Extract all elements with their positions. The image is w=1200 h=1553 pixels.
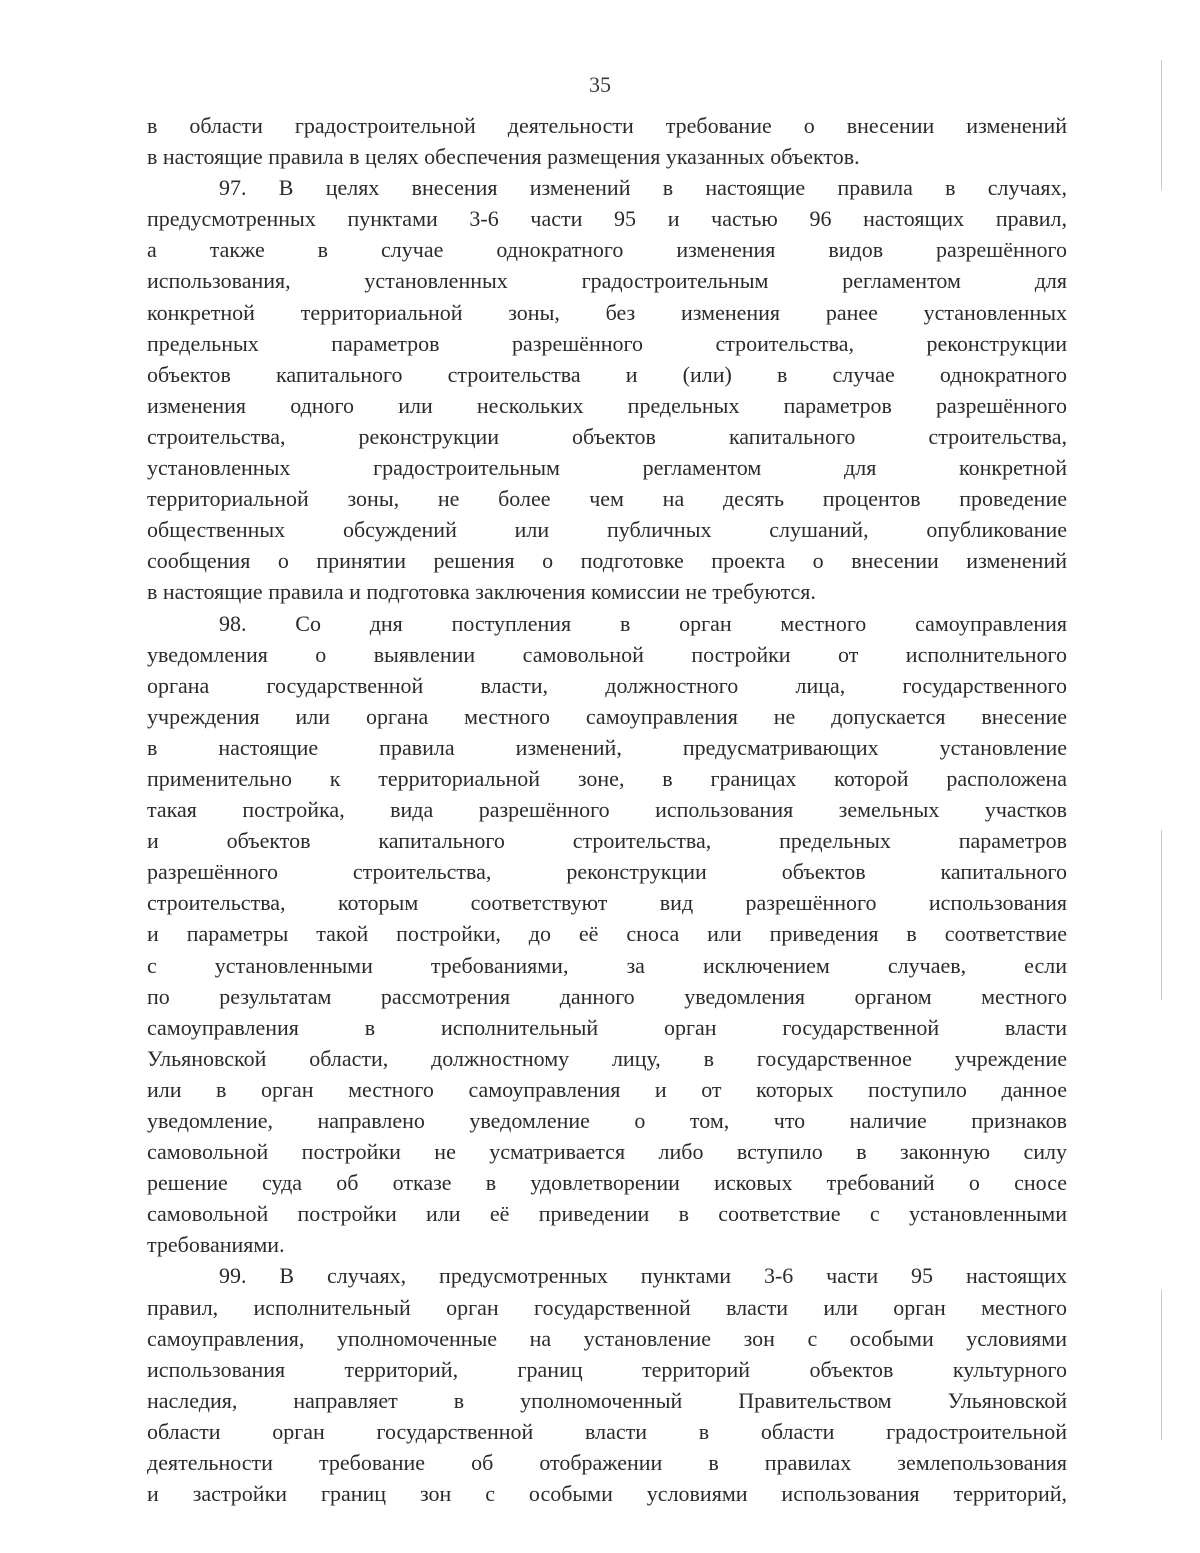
text-line: Ульяновской области, должностному лицу, в государственное учреждение xyxy=(147,1045,1067,1071)
text-line: или в орган местного самоуправления и от которых поступило данное xyxy=(147,1076,1067,1102)
document-body xyxy=(147,110,1067,1509)
text-line: установленных градостроительным регламентом для конкретной xyxy=(147,455,1067,481)
text-line: правил, исполнительный орган государственной власти или орган местного xyxy=(147,1294,1067,1320)
text-line: применительно к территориальной зоне, в границах которой расположена xyxy=(147,765,1067,791)
text-line: в настоящие правила и подготовка заключения комиссии не требуются. xyxy=(147,579,816,605)
text-line: требованиями. xyxy=(147,1232,285,1258)
text-line: по результатам рассмотрения данного уведомления органом местного xyxy=(147,983,1067,1009)
text-line: в настоящие правила изменений, предусматривающих установление xyxy=(147,734,1067,760)
text-line: самоуправления в исполнительный орган государственной власти xyxy=(147,1014,1067,1040)
text-line: с установленными требованиями, за исключением случаев, если xyxy=(147,952,1067,978)
text-line: органа государственной власти, должностного лица, государственного xyxy=(147,672,1067,698)
text-line: самовольной постройки не усматривается либо вступило в законную силу xyxy=(147,1139,1067,1165)
text-line: территориальной зоны, не более чем на десять процентов проведение xyxy=(147,486,1067,512)
text-line: использования, установленных градостроительным регламентом для xyxy=(147,268,1067,294)
text-line: строительства, которым соответствуют вид разрешённого использования xyxy=(147,890,1067,916)
text-line: самоуправления, уполномоченные на установление зон с особыми условиями xyxy=(147,1325,1067,1351)
text-line: уведомления о выявлении самовольной постройки от исполнительного xyxy=(147,641,1067,667)
text-line: наследия, направляет в уполномоченный Правительством Ульяновской xyxy=(147,1387,1067,1413)
text-line: и объектов капитального строительства, предельных параметров xyxy=(147,828,1067,854)
text-line: использования территорий, границ территорий объектов культурного xyxy=(147,1356,1067,1382)
text-line: общественных обсуждений или публичных слушаний, опубликование xyxy=(147,517,1067,543)
text-line: изменения одного или нескольких предельных параметров разрешённого xyxy=(147,392,1067,418)
text-line: объектов капитального строительства и (или) в случае однократного xyxy=(147,361,1067,387)
text-line: предельных параметров разрешённого строительства, реконструкции xyxy=(147,330,1067,356)
text-line: разрешённого строительства, реконструкции объектов капитального xyxy=(147,859,1067,885)
text-line: решение суда об отказе в удовлетворении исковых требований о сносе xyxy=(147,1170,1067,1196)
paragraph-97-start: 97. В целях внесения изменений в настоящие правила в случаях, xyxy=(219,175,1067,201)
text-line: и параметры такой постройки, до её сноса или приведения в соответствие xyxy=(147,921,1067,947)
paragraph-99-start: 99. В случаях, предусмотренных пунктами 3-6 части 95 настоящих xyxy=(219,1263,1067,1289)
text-line: уведомление, направлено уведомление о том, что наличие признаков xyxy=(147,1108,1067,1133)
paragraph-98-start: 98. Со дня поступления в орган местного самоуправления xyxy=(219,610,1067,636)
scan-edge-mark xyxy=(1161,830,1162,1000)
text-line: деятельности требование об отображении в правилах землепользования xyxy=(147,1450,1067,1476)
text-line: учреждения или органа местного самоуправления не допускается внесение xyxy=(147,703,1067,729)
text-line: области орган государственной власти в области градостроительной xyxy=(147,1418,1067,1444)
text-line: самовольной постройки или её приведении в соответствие с установленными xyxy=(147,1201,1067,1227)
scan-edge-mark xyxy=(1161,60,1162,190)
text-line: такая постройка, вида разрешённого использования земельных участков xyxy=(147,797,1067,823)
scan-edge-mark xyxy=(1161,1290,1162,1440)
page-number: 35 xyxy=(589,72,611,97)
text-line: в настоящие правила в целях обеспечения размещения указанных объектов. xyxy=(147,144,860,170)
text-line: а также в случае однократного изменения видов разрешённого xyxy=(147,237,1067,263)
text-line: строительства, реконструкции объектов капитального строительства, xyxy=(147,423,1067,449)
text-line: в области градостроительной деятельности требование о внесении изменений xyxy=(147,113,1067,138)
text-line: предусмотренных пунктами 3-6 части 95 и частью 96 настоящих правил, xyxy=(147,206,1067,232)
text-line: и застройки границ зон с особыми условиями использования территорий, xyxy=(147,1481,1067,1507)
text-line: конкретной территориальной зоны, без изменения ранее установленных xyxy=(147,299,1067,325)
text-line: сообщения о принятии решения о подготовке проекта о внесении изменений xyxy=(147,548,1067,574)
